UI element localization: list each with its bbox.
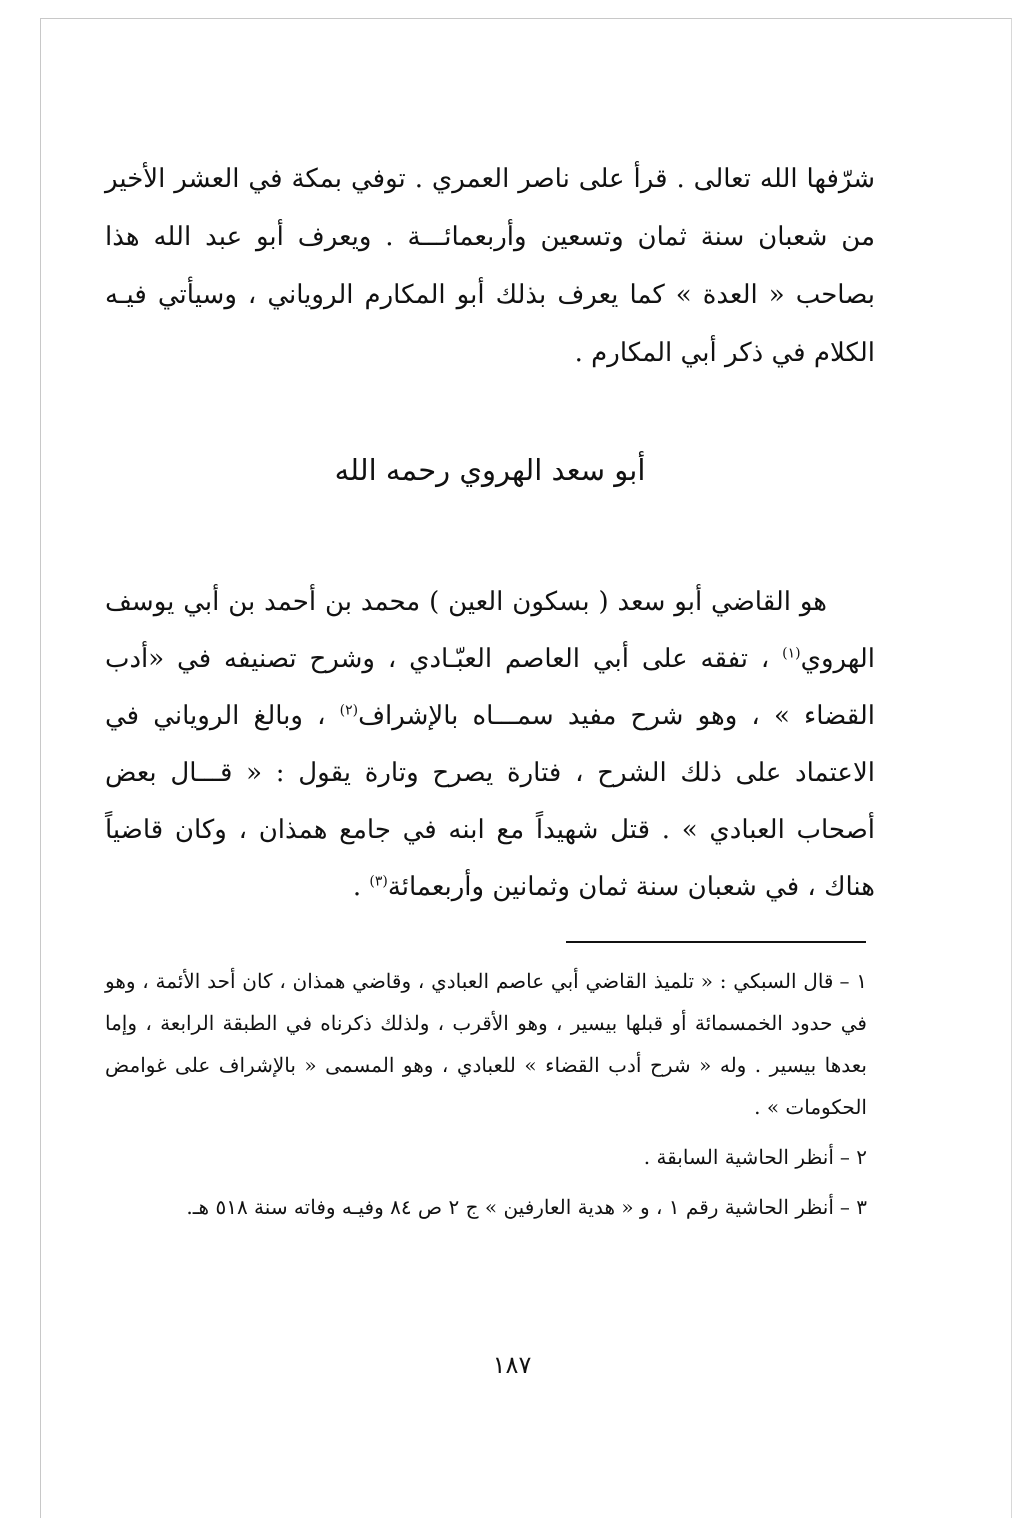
footnote-reference-2: (٢)	[339, 702, 359, 719]
footnotes-section	[105, 960, 867, 1236]
footnote-2	[105, 1136, 867, 1178]
paragraph-main-part-4: .	[352, 872, 370, 902]
footnote-3-text: أنظر الحاشية رقم ١ ، و « هدية العارفين » ج ٢ ص ٨٤ وفيـه وفاته سنة ٥١٨ هـ.	[186, 1195, 834, 1219]
paragraph-main	[105, 574, 875, 916]
section-heading: أبو سعد الهروي رحمه الله	[334, 453, 646, 487]
paragraph-main-part-1: هو القاضي أبو سعد ( بسكون العين ) محمد بن أحمد بن أبي يوسف الهروي	[105, 587, 875, 674]
footnote-separator-rule	[566, 941, 866, 943]
footnote-1-text: قال السبكي : « تلميذ القاضي أبي عاصم العبادي ، وقاضي همذان ، كان أحد الأئمة ، وهو في حدود الخمسمائة أو قبلها بيسير ، وهو الأقرب ، ولذلك ذكرناه في الطبقة الرابعة ، وإما بعدها بيسير . وله « شرح أدب القضاء » للعبادي ، وهو المسمى « بالإشراف على غوامض الحكومات » .	[105, 969, 867, 1119]
footnote-2-text: أنظر الحاشية السابقة .	[643, 1145, 834, 1169]
footnote-reference-1: (١)	[782, 645, 801, 662]
footnote-3-number: ٣ –	[839, 1195, 867, 1219]
footnote-2-number: ٢ –	[839, 1145, 867, 1169]
page-number: ١٨٧	[492, 1351, 532, 1379]
paragraph-top: شرّفها الله تعالى . قرأ على ناصر العمري . توفي بمكة في العشر الأخير من شعبان سنة ثمان وتسعين وأربعمائـــة . ويعرف أبو عبد الله هذا بصاحب « العدة » كما يعرف بذلك أبو المكارم الروياني ، وسيأتي فيـه الكلام في ذكر أبي المكارم .	[105, 164, 875, 368]
footnote-reference-3: (٣)	[369, 873, 388, 890]
footnote-1-number: ١ –	[839, 969, 867, 993]
paragraph-main-part-2: ، تفقه على أبي العاصم العبّـادي ، وشرح تصنيفه في «أدب القضاء » ، وهو شرح مفيد سمـــاه بالإشراف	[105, 644, 875, 731]
paragraph-main-part-3: ، وبالغ الروياني في الاعتماد على ذلك الشرح ، فتارة يصرح وتارة يقول : « قـــال بعض أصحاب العبادي » . قتل شهيداً مع ابنه في جامع همذان ، وكان قاضياً هناك ، في شعبان سنة ثمان وثمانين وأربعمائة	[105, 701, 875, 902]
footnote-1	[105, 960, 867, 1128]
footnote-3	[105, 1186, 867, 1228]
